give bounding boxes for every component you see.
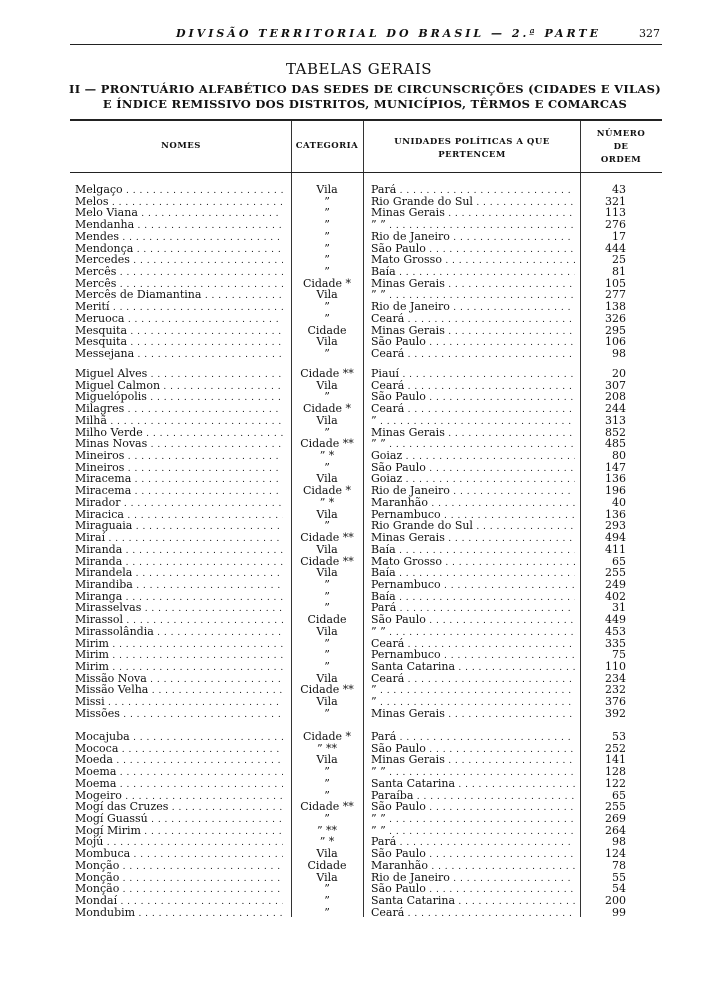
row-nome: Miranga . . . bbox=[75, 591, 283, 604]
row-numero: 147 bbox=[605, 460, 626, 474]
row-numero: 99 bbox=[612, 905, 626, 919]
table-row bbox=[0, 708, 718, 720]
row-categoria: ” bbox=[324, 812, 330, 826]
row-categoria: Cidade ** bbox=[300, 367, 354, 380]
row-unidade: Santa Catarina . . . bbox=[371, 661, 575, 674]
row-categoria: Vila bbox=[316, 183, 338, 196]
row-categoria: ” bbox=[324, 589, 330, 603]
row-unidade: Rio Grande do Sul . . . bbox=[371, 520, 575, 533]
row-categoria: Vila bbox=[316, 695, 338, 709]
row-nome: Minas Novas . . . bbox=[75, 438, 283, 451]
row-unidade: Pernambuco . . . bbox=[371, 649, 575, 662]
page-title: TABELAS GERAIS bbox=[285, 60, 433, 78]
table-row bbox=[0, 219, 718, 231]
table-row bbox=[0, 895, 718, 907]
row-unidade: ” . . . bbox=[371, 684, 575, 697]
row-numero: 313 bbox=[605, 413, 626, 427]
row-unidade: ” ” . . . bbox=[371, 626, 575, 639]
table-row bbox=[0, 907, 718, 919]
row-numero: 494 bbox=[605, 531, 626, 545]
row-categoria: Cidade bbox=[307, 613, 347, 627]
row-nome: Monção . . . bbox=[75, 883, 283, 896]
row-nome: Monção . . . bbox=[75, 872, 283, 885]
table-row bbox=[0, 860, 718, 872]
row-categoria: Cidade * bbox=[302, 402, 352, 416]
row-nome: Mineiros . . . bbox=[75, 462, 283, 475]
row-nome: Mineiros . . . bbox=[75, 450, 283, 463]
row-unidade: Minas Gerais . . . bbox=[371, 708, 575, 721]
row-unidade: ” ” . . . bbox=[371, 438, 575, 451]
row-nome: Mirassolândia . . . bbox=[75, 626, 283, 639]
table-row bbox=[0, 544, 718, 556]
row-numero: 98 bbox=[612, 835, 626, 849]
row-categoria: ” bbox=[324, 390, 330, 404]
row-unidade: Goiaz . . . bbox=[371, 473, 575, 486]
row-unidade: ” ” . . . bbox=[371, 813, 575, 826]
row-categoria: ” * bbox=[319, 835, 335, 849]
row-nome: Miguel Calmon . . . bbox=[75, 380, 283, 393]
row-categoria: Vila bbox=[316, 472, 338, 486]
row-nome: Mirim . . . bbox=[75, 638, 283, 651]
row-unidade: Maranhão . . . bbox=[371, 497, 575, 510]
row-categoria: Vila bbox=[316, 870, 338, 884]
row-numero: 200 bbox=[605, 894, 626, 908]
row-unidade: Pará . . . bbox=[371, 184, 575, 197]
row-numero: 269 bbox=[605, 812, 626, 826]
column-header-unidades-line2: PERTENCEM bbox=[438, 150, 506, 160]
row-numero: 53 bbox=[612, 730, 626, 743]
row-unidade: Mato Grosso . . . bbox=[371, 556, 575, 569]
row-numero: 40 bbox=[612, 495, 626, 509]
row-categoria: Cidade * bbox=[302, 730, 352, 743]
row-categoria: ” bbox=[324, 788, 330, 802]
row-categoria: Vila bbox=[316, 335, 338, 349]
row-numero: 80 bbox=[612, 449, 626, 463]
row-categoria: Vila bbox=[316, 753, 338, 767]
row-categoria: ” bbox=[324, 765, 330, 779]
row-numero: 65 bbox=[612, 788, 626, 802]
row-nome: Miraguaia . . . bbox=[75, 520, 283, 533]
row-unidade: Baía . . . bbox=[371, 591, 575, 604]
row-unidade: Pará . . . bbox=[371, 602, 575, 615]
row-numero: 335 bbox=[605, 636, 626, 650]
row-nome: Missão Nova . . . bbox=[75, 673, 283, 686]
column-header-numero-line3: ORDEM bbox=[600, 155, 642, 165]
row-nome: Mondaí . . . bbox=[75, 895, 283, 908]
row-unidade: Maranhão . . . bbox=[371, 860, 575, 873]
row-categoria: ” bbox=[324, 347, 330, 361]
row-nome: Miracema . . . bbox=[75, 485, 283, 498]
row-numero: 78 bbox=[612, 858, 626, 872]
row-nome: Milhã . . . bbox=[75, 415, 283, 428]
row-nome: Melos . . . bbox=[75, 196, 283, 209]
row-unidade: Minas Gerais . . . bbox=[371, 325, 575, 338]
row-numero: 75 bbox=[612, 648, 626, 662]
row-unidade: São Paulo . . . bbox=[371, 336, 575, 349]
row-numero: 276 bbox=[605, 218, 626, 232]
header-bottom-rule bbox=[70, 172, 662, 173]
table-row bbox=[0, 254, 718, 266]
row-unidade: Pará . . . bbox=[371, 731, 575, 744]
row-nome: Moema . . . bbox=[75, 766, 283, 779]
row-categoria: ” bbox=[324, 636, 330, 650]
row-numero: 392 bbox=[605, 706, 626, 720]
row-categoria: ” bbox=[324, 194, 330, 208]
row-nome: Mirassol . . . bbox=[75, 614, 283, 627]
row-categoria: ” bbox=[324, 265, 330, 279]
row-categoria: Cidade ** bbox=[300, 554, 354, 568]
row-nome: Miracema . . . bbox=[75, 473, 283, 486]
row-unidade: Ceará . . . bbox=[371, 348, 575, 361]
row-categoria: Vila bbox=[316, 624, 338, 638]
row-categoria: Vila bbox=[316, 288, 338, 302]
row-categoria: ” bbox=[324, 519, 330, 533]
table-row bbox=[0, 485, 718, 497]
row-numero: 249 bbox=[605, 577, 626, 591]
row-categoria: Cidade bbox=[307, 323, 347, 337]
row-unidade: ” . . . bbox=[371, 415, 575, 428]
row-numero: 321 bbox=[605, 194, 626, 208]
row-unidade: Mato Grosso . . . bbox=[371, 254, 575, 267]
row-numero: 244 bbox=[605, 402, 626, 416]
table-row bbox=[0, 825, 718, 837]
row-numero: 295 bbox=[605, 323, 626, 337]
row-nome: Moema . . . bbox=[75, 778, 283, 791]
row-unidade: Minas Gerais . . . bbox=[371, 754, 575, 767]
row-unidade: Minas Gerais . . . bbox=[371, 532, 575, 545]
row-categoria: ” bbox=[324, 206, 330, 220]
row-nome: Mojú . . . bbox=[75, 836, 283, 849]
row-numero: 113 bbox=[605, 206, 626, 220]
row-unidade: Santa Catarina . . . bbox=[371, 778, 575, 791]
running-title: DIVISÃO TERRITORIAL DO BRASIL — 2.ª PARTE bbox=[176, 27, 602, 40]
column-header-numero-line2: DE bbox=[613, 142, 629, 152]
row-numero: 31 bbox=[612, 601, 626, 615]
column-header-categoria: CATEGORIA bbox=[295, 141, 359, 151]
row-numero: 208 bbox=[605, 390, 626, 404]
row-categoria: ” bbox=[324, 648, 330, 662]
row-nome: Mogí das Cruzes . . . bbox=[75, 801, 283, 814]
row-nome: Mercês . . . bbox=[75, 278, 283, 291]
row-numero: 98 bbox=[612, 347, 626, 361]
row-categoria: ” bbox=[324, 894, 330, 908]
row-numero: 17 bbox=[612, 229, 626, 243]
subtitle-line-1: II — PRONTUÁRIO ALFABÉTICO DAS SEDES DE CIRCUNSCRIÇÕES (CIDADES E VILAS) bbox=[69, 82, 661, 96]
row-unidade: São Paulo . . . bbox=[371, 848, 575, 861]
subtitle-line-2: E ÍNDICE REMISSIVO DOS DISTRITOS, MUNICÍPIOS, TÊRMOS E COMARCAS bbox=[102, 97, 628, 111]
row-nome: Mogeiro . . . bbox=[75, 790, 283, 803]
row-categoria: ” bbox=[324, 229, 330, 243]
row-unidade: Santa Catarina . . . bbox=[371, 895, 575, 908]
row-unidade: Paraíba . . . bbox=[371, 790, 575, 803]
row-unidade: Ceará . . . bbox=[371, 403, 575, 416]
row-numero: 65 bbox=[612, 554, 626, 568]
row-numero: 307 bbox=[605, 378, 626, 392]
row-categoria: ” ** bbox=[316, 741, 338, 755]
row-unidade: Rio de Janeiro . . . bbox=[371, 485, 575, 498]
table-row bbox=[0, 591, 718, 603]
row-unidade: Piauí . . . bbox=[371, 368, 575, 381]
table-top-rule bbox=[70, 119, 662, 121]
row-categoria: Vila bbox=[316, 671, 338, 685]
page-number: 327 bbox=[639, 27, 660, 40]
row-categoria: ” bbox=[324, 425, 330, 439]
row-unidade: São Paulo . . . bbox=[371, 391, 575, 404]
row-unidade: Rio Grande do Sul . . . bbox=[371, 196, 575, 209]
row-numero: 43 bbox=[612, 183, 626, 196]
row-unidade: Pernambuco . . . bbox=[371, 509, 575, 522]
row-unidade: Rio de Janeiro . . . bbox=[371, 301, 575, 314]
row-numero: 106 bbox=[605, 335, 626, 349]
row-nome: Mesquita . . . bbox=[75, 336, 283, 349]
row-unidade: ” ” . . . bbox=[371, 289, 575, 302]
row-unidade: Rio de Janeiro . . . bbox=[371, 872, 575, 885]
row-unidade: ” . . . bbox=[371, 696, 575, 709]
row-categoria: Vila bbox=[316, 566, 338, 580]
row-categoria: Cidade ** bbox=[300, 800, 354, 814]
row-nome: Merití . . . bbox=[75, 301, 283, 314]
row-nome: Meruoca . . . bbox=[75, 313, 283, 326]
column-header-numero bbox=[581, 128, 661, 167]
table-row bbox=[0, 336, 718, 348]
row-categoria: Cidade * bbox=[302, 484, 352, 498]
row-numero: 232 bbox=[605, 683, 626, 697]
row-nome: Milagres . . . bbox=[75, 403, 283, 416]
row-nome: Mendonça . . . bbox=[75, 243, 283, 256]
row-numero: 277 bbox=[605, 288, 626, 302]
row-unidade: São Paulo . . . bbox=[371, 801, 575, 814]
row-unidade: ” ” . . . bbox=[371, 825, 575, 838]
table-row bbox=[0, 438, 718, 450]
row-nome: Milho Verde . . . bbox=[75, 427, 283, 440]
row-numero: 136 bbox=[605, 472, 626, 486]
row-categoria: ” bbox=[324, 311, 330, 325]
row-numero: 852 bbox=[605, 425, 626, 439]
row-unidade: ” ” . . . bbox=[371, 766, 575, 779]
row-nome: Mercês . . . bbox=[75, 266, 283, 279]
row-categoria: Cidade ** bbox=[300, 437, 354, 451]
row-nome: Melo Viana . . . bbox=[75, 207, 283, 220]
row-categoria: Cidade ** bbox=[300, 683, 354, 697]
row-unidade: Minas Gerais . . . bbox=[371, 427, 575, 440]
row-categoria: Cidade * bbox=[302, 276, 352, 290]
row-nome: Mirim . . . bbox=[75, 649, 283, 662]
row-numero: 485 bbox=[605, 437, 626, 451]
row-categoria: Vila bbox=[316, 378, 338, 392]
row-numero: 196 bbox=[605, 484, 626, 498]
row-unidade: São Paulo . . . bbox=[371, 243, 575, 256]
row-unidade: Ceará . . . bbox=[371, 380, 575, 393]
row-nome: Miguelópolis . . . bbox=[75, 391, 283, 404]
row-numero: 453 bbox=[605, 624, 626, 638]
row-categoria: ” bbox=[324, 218, 330, 232]
row-numero: 110 bbox=[605, 660, 626, 673]
row-categoria: ” bbox=[324, 882, 330, 896]
row-categoria: ” * bbox=[319, 449, 335, 463]
row-numero: 326 bbox=[605, 311, 626, 325]
row-categoria: Cidade bbox=[307, 858, 347, 872]
row-unidade: Ceará . . . bbox=[371, 638, 575, 651]
row-unidade: Minas Gerais . . . bbox=[371, 207, 575, 220]
row-numero: 444 bbox=[605, 241, 626, 255]
row-categoria: ” bbox=[324, 776, 330, 790]
row-numero: 449 bbox=[605, 613, 626, 627]
row-nome: Missões . . . bbox=[75, 708, 283, 721]
row-nome: Miranda . . . bbox=[75, 544, 283, 557]
row-nome: Monção . . . bbox=[75, 860, 283, 873]
row-numero: 81 bbox=[612, 265, 626, 279]
row-unidade: Pará . . . bbox=[371, 836, 575, 849]
row-unidade: Minas Gerais . . . bbox=[371, 278, 575, 291]
table-row bbox=[0, 348, 718, 360]
row-nome: Mendanha . . . bbox=[75, 219, 283, 232]
column-header-unidades-line1: UNIDADES POLÍTICAS A QUE bbox=[394, 137, 550, 147]
row-unidade: São Paulo . . . bbox=[371, 743, 575, 756]
row-nome: Missi . . . bbox=[75, 696, 283, 709]
row-unidade: Ceará . . . bbox=[371, 313, 575, 326]
column-header-unidades bbox=[364, 136, 580, 162]
row-numero: 293 bbox=[605, 519, 626, 533]
row-nome: Mirim . . . bbox=[75, 661, 283, 674]
row-nome: Miracica . . . bbox=[75, 509, 283, 522]
row-nome: Mendes . . . bbox=[75, 231, 283, 244]
row-unidade: Baía . . . bbox=[371, 567, 575, 580]
row-unidade: São Paulo . . . bbox=[371, 614, 575, 627]
row-categoria: Vila bbox=[316, 847, 338, 861]
row-numero: 54 bbox=[612, 882, 626, 896]
row-nome: Mogí Mirim . . . bbox=[75, 825, 283, 838]
row-unidade: Pernambuco . . . bbox=[371, 579, 575, 592]
row-numero: 255 bbox=[605, 566, 626, 580]
row-categoria: ” bbox=[324, 300, 330, 314]
row-numero: 234 bbox=[605, 671, 626, 685]
row-unidade: São Paulo . . . bbox=[371, 462, 575, 475]
row-unidade: Ceará . . . bbox=[371, 907, 575, 920]
row-numero: 25 bbox=[612, 253, 626, 267]
row-nome: Melgaço . . . bbox=[75, 184, 283, 197]
row-nome: Mococa . . . bbox=[75, 743, 283, 756]
row-nome: Mogí Guassú . . . bbox=[75, 813, 283, 826]
row-categoria: Vila bbox=[316, 542, 338, 556]
row-nome: Miraí . . . bbox=[75, 532, 283, 545]
row-categoria: ” bbox=[324, 660, 330, 673]
row-nome: Mesquita . . . bbox=[75, 325, 283, 338]
row-nome: Messejana . . . bbox=[75, 348, 283, 361]
row-nome: Mirandela . . . bbox=[75, 567, 283, 580]
row-nome: Mercês de Diamantina . . . bbox=[75, 289, 283, 302]
row-nome: Mocajuba . . . bbox=[75, 731, 283, 744]
row-numero: 128 bbox=[605, 765, 626, 779]
table-row bbox=[0, 872, 718, 884]
row-categoria: ” bbox=[324, 905, 330, 919]
row-categoria: ” * bbox=[319, 495, 335, 509]
row-numero: 122 bbox=[605, 776, 626, 790]
row-nome: Mondubim . . . bbox=[75, 907, 283, 920]
table-row bbox=[0, 778, 718, 790]
row-numero: 55 bbox=[612, 870, 626, 884]
row-numero: 252 bbox=[605, 741, 626, 755]
row-numero: 255 bbox=[605, 800, 626, 814]
table-row bbox=[0, 848, 718, 860]
running-header bbox=[70, 27, 660, 45]
row-unidade: Goiaz . . . bbox=[371, 450, 575, 463]
row-numero: 124 bbox=[605, 847, 626, 861]
row-numero: 402 bbox=[605, 589, 626, 603]
row-categoria: ” bbox=[324, 460, 330, 474]
row-categoria: Vila bbox=[316, 413, 338, 427]
row-numero: 264 bbox=[605, 823, 626, 837]
row-numero: 141 bbox=[605, 753, 626, 767]
row-nome: Mirandiba . . . bbox=[75, 579, 283, 592]
row-numero: 411 bbox=[605, 542, 626, 556]
row-nome: Missão Velha . . . bbox=[75, 684, 283, 697]
row-nome: Miguel Alves . . . bbox=[75, 368, 283, 381]
row-categoria: ” bbox=[324, 577, 330, 591]
row-nome: Mercedes . . . bbox=[75, 254, 283, 267]
row-nome: Moeda . . . bbox=[75, 754, 283, 767]
row-categoria: ” bbox=[324, 706, 330, 720]
row-unidade: São Paulo . . . bbox=[371, 883, 575, 896]
row-numero: 138 bbox=[605, 300, 626, 314]
row-numero: 136 bbox=[605, 507, 626, 521]
row-categoria: ” bbox=[324, 601, 330, 615]
row-unidade: Ceará . . . bbox=[371, 673, 575, 686]
row-categoria: ” bbox=[324, 241, 330, 255]
table-row bbox=[0, 638, 718, 650]
column-header-numero-line1: NÚMERO bbox=[596, 129, 646, 139]
row-categoria: Cidade ** bbox=[300, 531, 354, 545]
row-numero: 105 bbox=[605, 276, 626, 290]
row-unidade: Rio de Janeiro . . . bbox=[371, 231, 575, 244]
row-categoria: ” ** bbox=[316, 823, 338, 837]
row-numero: 376 bbox=[605, 695, 626, 709]
table-row bbox=[0, 243, 718, 255]
row-unidade: Baía . . . bbox=[371, 544, 575, 557]
column-header-nomes: NOMES bbox=[161, 141, 201, 151]
row-nome: Mombuca . . . bbox=[75, 848, 283, 861]
row-nome: Mirasselvas . . . bbox=[75, 602, 283, 615]
row-categoria: ” bbox=[324, 253, 330, 267]
row-nome: Miranda . . . bbox=[75, 556, 283, 569]
row-categoria: Vila bbox=[316, 507, 338, 521]
row-unidade: ” ” . . . bbox=[371, 219, 575, 232]
row-numero: 20 bbox=[612, 367, 626, 380]
row-nome: Mirador . . . bbox=[75, 497, 283, 510]
header-rule bbox=[70, 44, 662, 45]
row-unidade: Baía . . . bbox=[371, 266, 575, 279]
